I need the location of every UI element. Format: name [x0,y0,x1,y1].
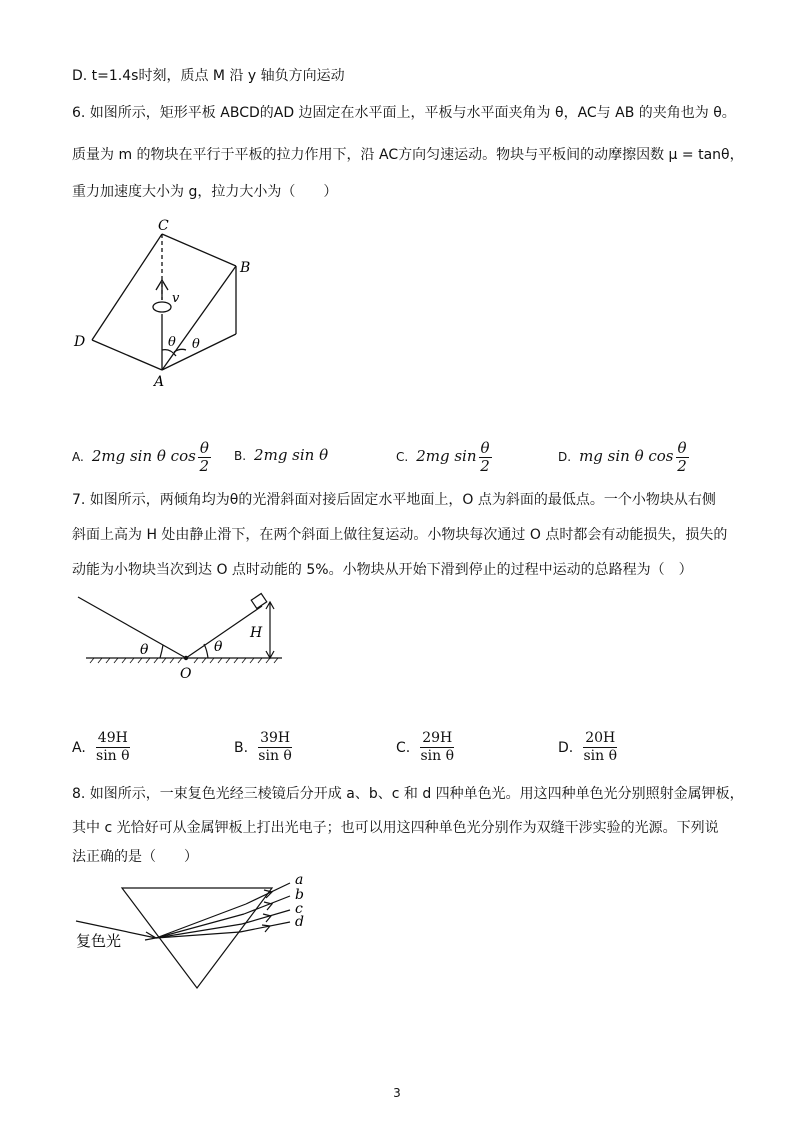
q6-option-b-expr: 2mg sin θ [254,446,329,464]
q7-label-O: O [180,666,192,682]
q7-option-a-den: sin θ [96,748,130,764]
q6-option-b[interactable] [234,446,328,464]
q6-label-v: v [172,291,180,306]
q6-option-b-letter: B. [234,449,247,463]
q7-option-a[interactable] [72,730,130,765]
q7-label-theta-2: θ [214,639,223,655]
q6-option-c-fraction [479,440,492,475]
q7-option-c-den: sin θ [420,748,455,764]
q8-label-a: a [295,872,304,888]
q6-option-a-expr: 2mg sin θ cos [91,447,196,465]
q6-label-C: C [158,218,169,234]
q7-option-a-num: 49H [97,730,128,746]
q7-option-d-num: 20H [585,730,616,746]
q5-option-d: D. t=1.4s时刻，质点 M 沿 y 轴负方向运动 [72,68,345,84]
q6-option-c-letter: C. [396,450,409,464]
q8-label-b: b [295,887,304,903]
q7-text-line-2: 斜面上高为 H 处由静止滑下，在两个斜面上做往复运动。小物块每次通过 O 点时都会有动能损失，损失的 [72,527,728,543]
q6-option-d-letter: D. [558,450,572,464]
q8-text-line-1: 8. 如图所示，一束复色光经三棱镜后分开成 a、b、c 和 d 四种单色光。用这四种单色光分别照射金属钾板， [72,786,744,802]
q6-option-d[interactable] [558,440,689,475]
q6-label-theta-1: θ [168,335,176,350]
q7-option-b-den: sin θ [258,748,292,764]
q8-text-line-2: 其中 c 光恰好可从金属钾板上打出光电子；也可以用这四种单色光分别作为双缝干涉实验的光源。下列说 [72,820,719,836]
q7-option-c-num: 29H [422,730,453,746]
q6-option-c-expr: 2mg sin [416,447,477,465]
q8-text-line-3: 法正确的是（ ） [72,849,198,865]
q7-option-c-fraction [420,730,454,765]
q8-label-compound-light: 复色光 [76,932,122,950]
q6-text-line-3: 重力加速度大小为 g，拉力大小为（ ） [72,184,338,200]
q6-text-line-2: 质量为 m 的物块在平行于平板的拉力作用下，沿 AC方向匀速运动。物块与平板间的动摩擦因数 μ = tanθ， [72,147,744,163]
q6-option-d-frac-den: 2 [677,457,687,475]
page-number: 3 [393,1086,401,1100]
q6-option-d-frac-num: θ [677,439,687,457]
q7-label-H: H [250,625,263,641]
q7-label-theta-1: θ [140,642,149,658]
q8-label-d: d [295,914,304,930]
q6-text-line-1: 6. 如图所示，矩形平板 ABCD的AD 边固定在水平面上，平板与水平面夹角为 θ，AC与 AB 的夹角也为 θ。 [72,105,736,121]
q8-label-c: c [295,901,303,917]
q7-option-d-fraction [583,730,617,765]
q6-option-a[interactable] [72,440,211,475]
q7-option-a-letter: A. [72,739,86,756]
q6-option-c[interactable] [396,440,492,475]
q7-option-c[interactable] [396,730,454,765]
q7-option-b-fraction [258,730,292,765]
q7-option-b[interactable] [234,730,292,765]
q7-option-d-den: sin θ [583,748,618,764]
q6-option-c-frac-den: 2 [480,457,490,475]
q7-option-d[interactable] [558,730,617,765]
q6-option-c-frac-num: θ [480,439,490,457]
q7-option-c-letter: C. [396,739,411,756]
q6-option-a-letter: A. [72,450,84,464]
q7-option-d-letter: D. [558,739,574,756]
q6-label-theta-2: θ [192,337,200,352]
q6-label-B: B [240,260,251,276]
q7-text-line-3: 动能为小物块当次到达 O 点时动能的 5%。小物块从开始下滑到停止的过程中运动的总路程为（ ） [72,562,693,578]
q6-option-d-expr: mg sin θ cos [579,447,674,465]
q6-option-d-fraction [676,440,689,475]
q7-option-a-fraction [96,730,130,765]
q6-option-a-frac-den: 2 [199,457,210,475]
q7-option-b-num: 39H [260,730,291,746]
q6-label-D: D [74,334,86,350]
q7-text-line-1: 7. 如图所示，两倾角均为θ的光滑斜面对接后固定水平地面上，O 点为斜面的最低点。一个小物块从右侧 [72,492,716,508]
q6-option-a-frac-num: θ [199,439,209,457]
q6-option-a-fraction [198,440,211,475]
q7-option-b-letter: B. [234,739,249,756]
q6-label-A: A [154,374,165,390]
